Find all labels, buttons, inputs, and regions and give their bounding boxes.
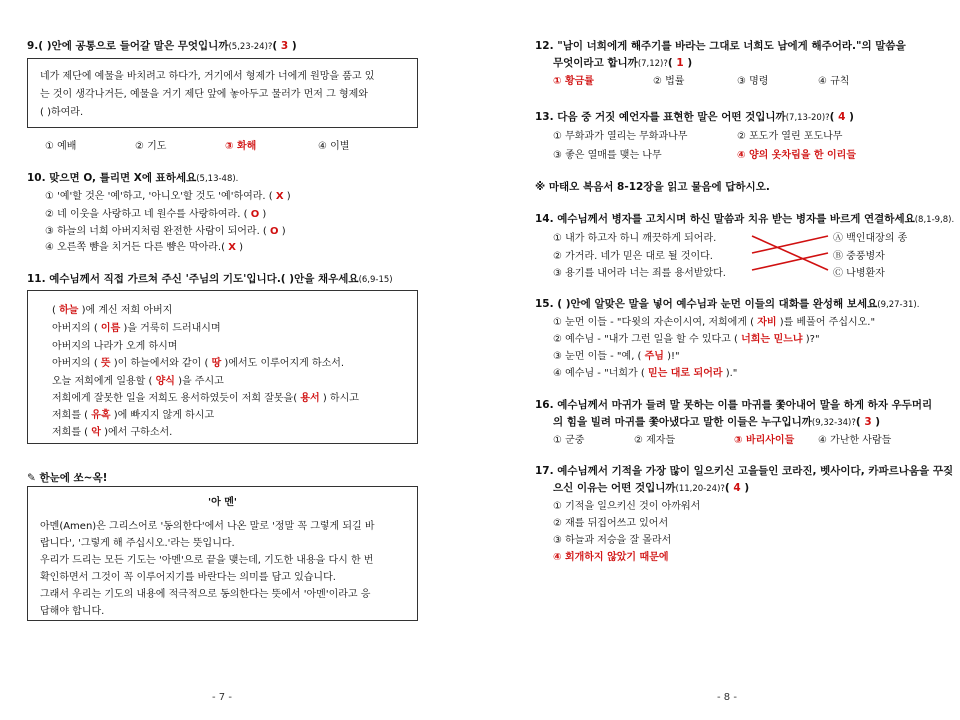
q16-heading-line2: 의 힘을 빌려 마귀를 쫓아냈다고 말한 이들은 누구입니까(9,32-34)?( 3 ) [553,416,881,428]
q10-text: 10. 맞으면 O, 틀리면 X에 표하세요 [27,172,197,184]
q12-option-4: ④ 규칙 [818,76,850,87]
q9-option-2: ② 기도 [135,141,167,152]
q17-heading-line2: 으신 이유는 어떤 것입니까(11,20-24)?( 4 ) [553,482,750,494]
q15-heading: 15. ( )안에 알맞은 말을 넣어 예수님과 눈먼 이들의 대화를 완성해 보세요(9,27-31). [535,298,920,310]
q17-option-1: ① 기적을 일으키신 것이 아까워서 [553,501,701,512]
q17-option-3: ③ 하늘과 저승을 잘 몰라서 [553,535,672,546]
section-notice: ※ 마태오 복음서 8-12장을 읽고 물음에 답하시오. [535,181,770,193]
q11-line: 오늘 저희에게 일용할 ( 양식 )을 주시고 [52,376,224,387]
q13-option-3: ③ 좋은 열매를 맺는 나무 [553,150,662,161]
q11-line: 저희에게 잘못한 일을 저희도 용서하였듯이 저희 잘못을( 용서 ) 하시고 [52,393,359,404]
q13-option-1: ① 무화과가 열리는 무화과나무 [553,131,688,142]
note-title: '아 멘' [208,497,237,508]
q11-heading [27,271,393,286]
page-number-left: - 7 - [212,692,232,703]
q14-left-1: ① 내가 하고자 하니 깨끗하게 되어라. [553,233,717,244]
q10-item-3: ③ 하늘의 너희 아버지처럼 완전한 사람이 되어라. ( O ) [45,226,286,237]
q14-right-c: Ⓒ 나병환자 [833,268,885,279]
q16-option-2: ② 제자들 [634,435,676,446]
q11-prayer-box [27,290,418,444]
match-line-1 [752,236,828,270]
q16-option-1: ① 군중 [553,435,585,446]
q9-option-3: ③ 화해 [225,141,257,152]
q10-item-4: ④ 오른쪽 뺨을 치거든 다른 뺨은 막아라.( X ) [45,242,244,253]
q9-answer: 3 [280,40,289,52]
q11-line: 저희를 ( 유혹 )에 빠지지 않게 하시고 [52,410,215,421]
q14-left-2: ② 가거라. 네가 믿은 대로 될 것이다. [553,251,713,262]
q11-line: ( 하늘 )에 계신 저희 아버지 [52,305,173,316]
q15-line-2: ② 예수님 - "내가 그런 일을 할 수 있다고 ( 너희는 믿느냐 )?" [553,334,820,345]
note-line: 확인하면서 그것이 꼭 이루어지기를 바란다는 의미를 담고 있습니다. [40,572,336,583]
q11-ref: (6,9-15) [358,275,393,285]
q14-heading: 14. 예수님께서 병자를 고치시며 하신 말씀과 치유 받는 병자를 바르게 연결하세요(8,1-9,8). [535,213,955,225]
q17-option-4: ④ 회개하지 않았기 때문에 [553,552,669,563]
q9-text: 9.( )안에 공통으로 들어갈 말은 무엇입니까 [27,40,229,52]
q12-option-1: ① 황금률 [553,76,594,87]
q11-line: 저희를 ( 악 )에서 구하소서. [52,427,173,438]
q16-answer: 3 [864,416,872,428]
q9-passage-box [27,58,418,128]
q15-line-1: ① 눈먼 이들 - "다윗의 자손이시여, 저희에게 ( 자비 )를 베풀어 주십시오." [553,317,876,328]
note-line: 그래서 우리는 기도의 내용에 적극적으로 동의한다는 뜻에서 '아멘'이라고 응 [40,589,371,600]
q9-option-4: ④ 이별 [318,141,350,152]
q9-passage-line: 네가 제단에 예물을 바치려고 하다가, 거기에서 형제가 너에게 원망을 품고 있 [40,71,375,82]
q10-ref: (5,13-48). [196,174,239,184]
q11-line: 아버지의 ( 이름 )을 거룩히 드러내시며 [52,323,221,334]
q12-heading-line1: 12. "남이 너희에게 해주기를 바라는 그대로 너희도 남에게 해주어라."의 말씀을 [535,40,906,52]
note-label: ✎ 한눈에 쏘~옥! [27,472,108,484]
q14-right-a: Ⓐ 백인대장의 종 [833,233,908,244]
q14-left-3: ③ 용기를 내어라 너는 죄를 용서받았다. [553,268,726,279]
q12-heading-line2: 무엇이라고 합니까(7,12)?( 1 ) [553,57,693,69]
q16-heading-line1: 16. 예수님께서 마귀가 들려 말 못하는 이를 마귀를 쫓아내어 말을 하게 하자 우두머리 [535,399,933,411]
q9-passage-line: ( )하여라. [40,107,84,118]
q9-ref: (5,23-24)? [228,42,273,52]
q11-text: 11. 예수님께서 직접 가르쳐 주신 '주님의 기도'입니다.( )안을 채우세요 [27,273,359,285]
q12-option-3: ③ 명령 [737,76,769,87]
q9-passage-line: 는 것이 생각나거든, 예물을 거기 제단 앞에 놓아두고 물러가 먼저 그 형제와 [40,89,368,100]
q14-right-b: Ⓑ 중풍병자 [833,251,885,262]
q17-answer: 4 [733,482,741,494]
q11-line: 아버지의 나라가 오게 하시며 [52,341,178,352]
q15-line-3: ③ 눈먼 이들 - "예, ( 주님 )!" [553,351,680,362]
q9-option-1: ① 예배 [45,141,77,152]
q11-line: 아버지의 ( 뜻 )이 하늘에서와 같이 ( 땅 )에서도 이루어지게 하소서. [52,358,345,369]
q15-line-4: ④ 예수님 - "너희가 ( 믿는 대로 되어라 )." [553,368,738,379]
q9-heading: 9.( )안에 공통으로 들어갈 말은 무엇입니까(5,23-24)?( 3 ) [27,40,297,52]
q12-option-2: ② 법률 [653,76,685,87]
amen-note-box [27,486,418,621]
match-line-3 [752,253,828,270]
q16-option-3: ③ 바리사이들 [734,435,795,446]
q10-item-2: ② 네 이웃을 사랑하고 네 원수를 사랑하여라. ( O ) [45,209,267,220]
q13-heading: 13. 다음 중 거짓 예언자를 표현한 말은 어떤 것입니까(7,13-20)?( 4 ) [535,111,854,123]
q17-option-2: ② 재를 뒤집어쓰고 있어서 [553,518,669,529]
note-line: 랍니다', '그렇게 해 주십시오.'라는 뜻입니다. [40,538,235,549]
match-line-2 [752,236,828,253]
q16-option-4: ④ 가난한 사람들 [818,435,892,446]
page-number-right: - 8 - [717,692,737,703]
q13-answer: 4 [838,111,846,123]
q13-option-4: ④ 양의 옷차림을 한 이리들 [737,150,856,161]
note-line: 아멘(Amen)은 그리스어로 '동의한다'에서 나온 말로 '정말 꼭 그렇게 되길 바 [40,521,375,532]
note-line: 답해야 합니다. [40,606,105,617]
q14-match-lines [750,228,830,278]
q12-answer: 1 [676,57,684,69]
q10-heading [27,170,238,185]
q10-item-1: ① '예'할 것은 '예'하고, '아니오'할 것도 '예'하여라. ( X ) [45,191,291,202]
q17-heading-line1: 17. 예수님께서 기적을 가장 많이 일으키신 고을들인 코라진, 벳사이다, 카파르나움을 꾸짖 [535,465,954,477]
note-line: 우리가 드리는 모든 기도는 '아멘'으로 끝을 맺는데, 기도한 내용을 다시 한 번 [40,555,374,566]
q13-option-2: ② 포도가 열린 포도나무 [737,131,843,142]
